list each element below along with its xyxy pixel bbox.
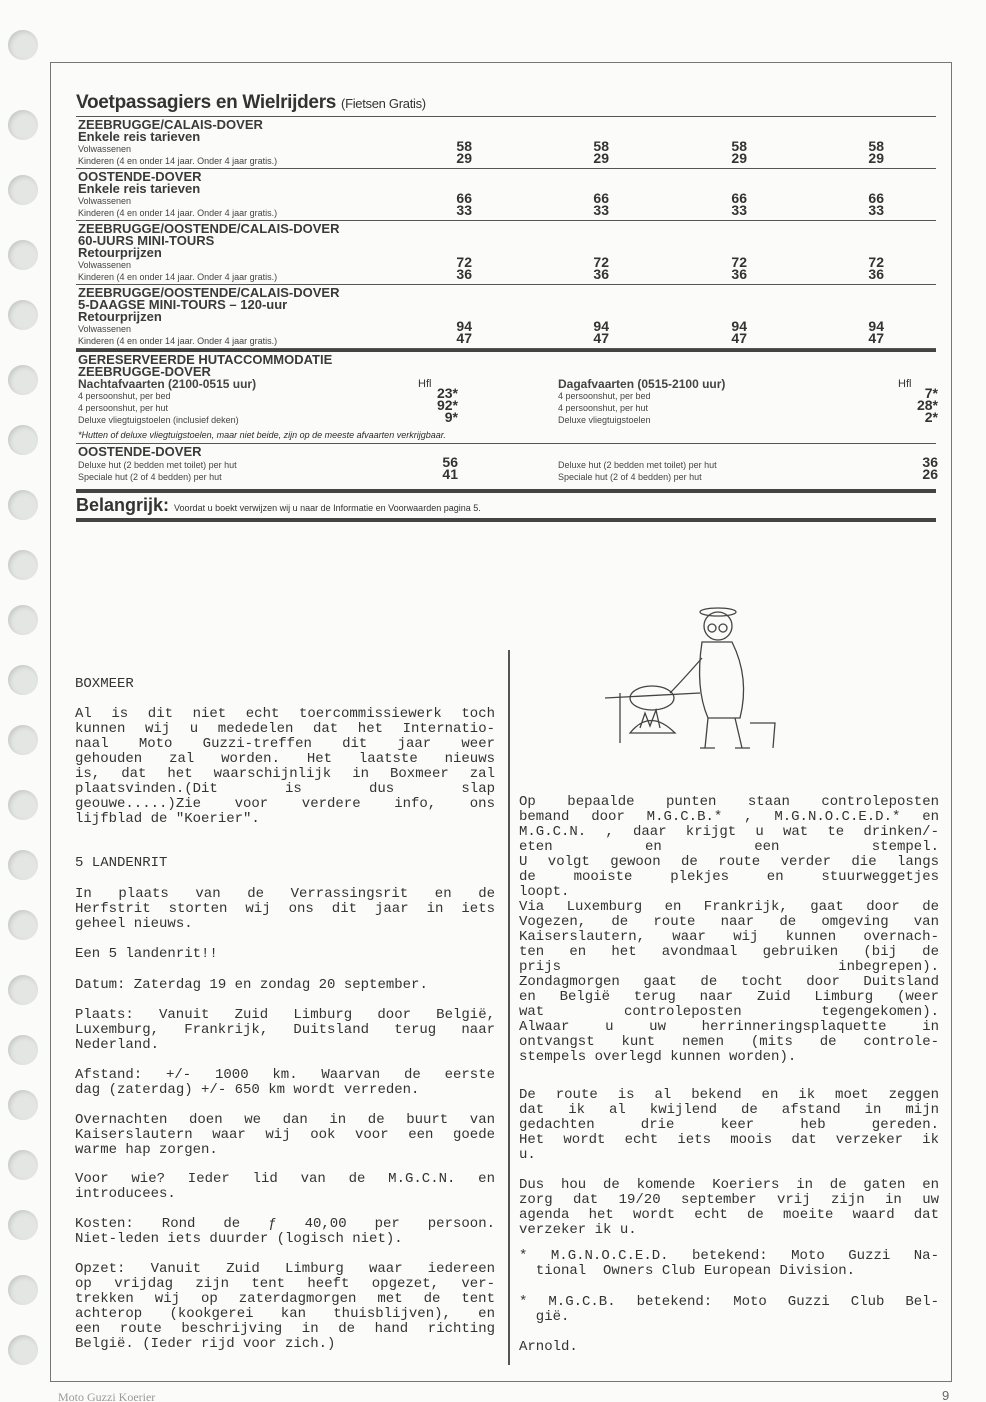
cabin-price: 23* <box>436 385 458 401</box>
fare-price: 66 <box>731 190 747 206</box>
text-line: zorg dat 19/20 september vrij zijn in uw <box>519 1193 939 1208</box>
fare-table <box>76 92 936 522</box>
text-line: M.G.C.N. , daar krijgt u wat te drinken/- <box>519 825 939 840</box>
text-line: Kaiserslautern waar wij ook voor een goede <box>75 1128 495 1143</box>
section-heading: Retourprijzen <box>78 245 162 260</box>
text-paragraph <box>75 1172 495 1202</box>
text-line: Nederland. <box>75 1038 160 1053</box>
fare-row <box>78 266 936 283</box>
text-line: Luxemburg, Frankrijk, Duitsland terug naar <box>75 1023 495 1038</box>
text-paragraph <box>75 1262 495 1352</box>
fare-price: 33 <box>868 202 884 218</box>
cabin-heading-2: ZEEBRUGGE-DOVER <box>78 364 211 379</box>
binder-hole-icon <box>8 1210 38 1240</box>
text-paragraph <box>75 1113 495 1158</box>
text-line: naal Moto Guzzi-treffen dit jaar weer <box>75 737 495 752</box>
section-heading: OOSTENDE-DOVER <box>78 169 202 184</box>
fare-label: Volwassenen <box>78 324 132 334</box>
fare-price: 47 <box>593 330 609 346</box>
text-paragraph <box>519 1340 939 1355</box>
oostende-right <box>558 454 978 483</box>
binder-hole-icon <box>8 550 38 580</box>
text-line: en België terug naar Zuid Limburg (weer <box>519 990 939 1005</box>
cabin-label: 4 persoonshut, per hut <box>78 403 169 413</box>
text-line: Overnachten doen we dan in de buurt van <box>75 1113 495 1128</box>
binder-hole-icon <box>8 665 38 695</box>
oostende-heading: OOSTENDE-DOVER <box>78 444 202 459</box>
cabin-label: Deluxe hut (2 bedden met toilet) per hut <box>558 460 717 470</box>
cabin-label: Deluxe vliegtuigstoelen (inclusief deken) <box>78 415 239 425</box>
text-line: verzeker ik u. <box>519 1223 637 1238</box>
cabin-label: Deluxe vliegtuigstoelen <box>558 415 651 425</box>
cabin-price: 28* <box>916 397 938 413</box>
binder-hole-icon <box>8 300 38 330</box>
fare-price: 47 <box>456 330 472 346</box>
text-line: Opzet: Vanuit Zuid Limburg waar iedereen <box>75 1262 495 1277</box>
cabin-price: 36 <box>922 454 938 470</box>
text-line: Arnold. <box>519 1340 578 1355</box>
sailing-title: Dagafvaarten (0515-2100 uur) <box>558 377 726 391</box>
text-paragraph <box>75 1217 495 1247</box>
cabin-label: Speciale hut (2 of 4 bedden) per hut <box>558 472 702 482</box>
fare-label: Kinderen (4 en onder 14 jaar. Onder 4 jaar gratis.) <box>78 156 278 166</box>
text-paragraph <box>519 795 939 1065</box>
fare-label: Kinderen (4 en onder 14 jaar. Onder 4 jaar gratis.) <box>78 208 278 218</box>
cabin-price: 7* <box>924 385 938 401</box>
binder-hole-icon <box>8 910 38 940</box>
text-line: Alwaar u uw herrinneringsplaquette in <box>519 1020 939 1035</box>
binder-hole-icon <box>8 1150 38 1180</box>
oostende-cabin-section <box>76 444 936 493</box>
binder-hole-icon <box>8 240 38 270</box>
binder-hole-icon <box>8 790 38 820</box>
fare-price: 94 <box>868 318 884 334</box>
important-label: Belangrijk: <box>76 495 170 515</box>
text-line: tional Owners Club European Division. <box>519 1264 856 1279</box>
fare-price: 47 <box>868 330 884 346</box>
fare-price: 36 <box>868 266 884 282</box>
cabin-row <box>78 466 498 483</box>
fare-row <box>78 138 936 155</box>
text-line: Een 5 landenrit!! <box>75 947 218 962</box>
text-line: trekken wij op zaterdagmorgen met de tent <box>75 1292 495 1307</box>
binder-hole-icon <box>8 1035 38 1065</box>
cabin-price: 9* <box>444 409 458 425</box>
fare-label: Volwassenen <box>78 260 132 270</box>
text-line: In plaats van de Verrassingsrit en de <box>75 887 495 902</box>
fare-label: Volwassenen <box>78 196 132 206</box>
text-line: prijs inbegrepen). <box>519 960 939 975</box>
text-line: gië. <box>519 1310 570 1325</box>
text-paragraph <box>75 707 495 827</box>
page-number: 9 <box>942 1388 950 1402</box>
fare-price: 36 <box>456 266 472 282</box>
cabin-row <box>78 409 498 426</box>
text-paragraph <box>75 856 495 871</box>
text-line: Vogezen, de route naar de omgeving van <box>519 915 939 930</box>
cabin-label: Deluxe hut (2 bedden met toilet) per hut <box>78 460 237 470</box>
important-text: Voordat u boekt verwijzen wij u naar de Informatie en Voorwaarden pagina 5. <box>174 503 481 513</box>
text-line: geheel nieuws. <box>75 917 193 932</box>
text-line: lijfblad de "Koerier". <box>75 812 260 827</box>
text-line: gedachten drie keer heb gereden. <box>519 1118 939 1133</box>
fare-price: 29 <box>731 150 747 166</box>
text-line: * M.G.C.B. betekend: Moto Guzzi Club Bel- <box>519 1295 939 1310</box>
fare-price: 36 <box>593 266 609 282</box>
binder-hole-icon <box>8 1275 38 1305</box>
text-line: Afstand: +/- 1000 km. Waarvan de eerste <box>75 1068 495 1083</box>
title-text: Voetpassagiers en Wielrijders <box>76 92 337 113</box>
text-line: dag (zaterdag) +/- 650 km wordt verreden. <box>75 1083 420 1098</box>
text-paragraph <box>75 1008 495 1053</box>
text-line: warme hap zorgen. <box>75 1143 218 1158</box>
title-suffix: (Fietsen Gratis) <box>341 96 426 111</box>
text-paragraph <box>519 1295 939 1325</box>
text-paragraph <box>519 1088 939 1163</box>
cabin-label: 4 persoonshut, per bed <box>78 391 171 401</box>
section-heading: ZEEBRUGGE/OOSTENDE/CALAIS-DOVER <box>78 221 340 236</box>
sailing-title: Nachtafvaarten (2100-0515 uur) <box>78 377 257 391</box>
cabin-heading-1: GERESERVEERDE HUTACCOMMODATIE <box>78 352 333 367</box>
fare-section <box>76 221 936 285</box>
text-line: ten en het avondmaal gebruiken (bij de <box>519 945 939 960</box>
text-line: Kaiserslautern, waar wij kunnen overnach- <box>519 930 939 945</box>
text-line: Zondagmorgen gaat de tocht door Duitsland <box>519 975 939 990</box>
fare-row <box>78 202 936 219</box>
day-sailings <box>558 378 978 426</box>
cabin-label: 4 persoonshut, per hut <box>558 403 649 413</box>
fare-price: 33 <box>456 202 472 218</box>
fare-price: 33 <box>593 202 609 218</box>
binder-hole-icon <box>8 850 38 880</box>
text-paragraph <box>75 978 495 993</box>
cabin-price: 2* <box>924 409 938 425</box>
fare-price: 33 <box>731 202 747 218</box>
text-line: achterop (kookgerei kan thuisblijven), en <box>75 1307 495 1322</box>
fare-sections <box>76 117 936 349</box>
text-paragraph <box>75 1068 495 1098</box>
fare-price: 47 <box>731 330 747 346</box>
fare-price: 72 <box>868 254 884 270</box>
text-line: wat controleposten tegengekomen). <box>519 1005 939 1020</box>
text-line: * M.G.N.O.C.E.D. betekend: Moto Guzzi Na- <box>519 1249 939 1264</box>
text-line: plaatsvinden.(Dit is dus slap <box>75 782 495 797</box>
section-heading: Enkele reis tarieven <box>78 129 201 144</box>
cartoon-man-roasting-chicken <box>590 598 790 768</box>
cabin-row <box>558 466 978 483</box>
text-line: Via Luxemburg en Frankrijk, gaat door de <box>519 900 939 915</box>
night-sailings <box>78 378 498 426</box>
fare-price: 58 <box>456 138 472 154</box>
currency-label: Hfl <box>418 378 432 390</box>
binder-hole-icon <box>8 110 38 140</box>
text-paragraph <box>75 677 495 692</box>
important-note <box>76 493 936 522</box>
cabin-label: 4 persoonshut, per bed <box>558 391 651 401</box>
cabin-section <box>76 349 936 444</box>
binder-hole-icon <box>8 725 38 755</box>
text-line: U volgt gewoon de route verder die langs <box>519 855 939 870</box>
text-line: 5 LANDENRIT <box>75 856 168 871</box>
fare-label: Kinderen (4 en onder 14 jaar. Onder 4 jaar gratis.) <box>78 336 278 346</box>
fare-price: 72 <box>593 254 609 270</box>
text-line: gehouden zal worden. Het laatste nieuws <box>75 752 495 767</box>
fare-price: 36 <box>731 266 747 282</box>
text-line: introducees. <box>75 1187 176 1202</box>
cabin-footnote: *Hutten of deluxe vliegtuigstoelen, maar niet beide, zijn op de meeste afvaarten verkrijgbaar. <box>78 430 446 440</box>
binder-hole-icon <box>8 365 38 395</box>
fare-price: 66 <box>456 190 472 206</box>
text-line: is, dat het waarschijnlijk in Boxmeer zal <box>75 767 495 782</box>
cabin-label: Speciale hut (2 of 4 bedden) per hut <box>78 472 222 482</box>
binder-hole-icon <box>8 1335 38 1365</box>
binder-hole-icon <box>8 605 38 635</box>
text-line: agenda het wordt echt de moeite waard dat <box>519 1208 939 1223</box>
cabin-row <box>558 409 978 426</box>
text-line: bemand door M.G.C.B.* , M.G.N.O.C.E.D.* en <box>519 810 939 825</box>
text-line: Dus hou de komende Koeriers in de gaten en <box>519 1178 939 1193</box>
text-line: een route beschrijving in de hand richting <box>75 1322 495 1337</box>
section-heading: Retourprijzen <box>78 309 162 324</box>
section-heading: ZEEBRUGGE/OOSTENDE/CALAIS-DOVER <box>78 285 340 300</box>
text-line: de mooiste plekjes en stuurweggetjes <box>519 870 939 885</box>
text-paragraph <box>519 1249 939 1279</box>
text-line: stempels overlegd kunnen worden). <box>519 1050 797 1065</box>
fare-price: 72 <box>456 254 472 270</box>
fare-label: Kinderen (4 en onder 14 jaar. Onder 4 jaar gratis.) <box>78 272 278 282</box>
fare-price: 66 <box>868 190 884 206</box>
fare-section <box>76 285 936 349</box>
text-line: Voor wie? Ieder lid van de M.G.C.N. en <box>75 1172 495 1187</box>
cabin-price: 56 <box>442 454 458 470</box>
text-line: kunnen wij u mededelen dat het Internatio- <box>75 722 495 737</box>
currency-label: Hfl <box>898 378 912 390</box>
section-heading: 5-DAAGSE MINI-TOURS – 120-uur <box>78 297 288 312</box>
text-line: Datum: Zaterdag 19 en zondag 20 september. <box>75 978 428 993</box>
fare-section <box>76 117 936 169</box>
binder-hole-icon <box>8 425 38 455</box>
cabin-price: 41 <box>442 466 458 482</box>
text-paragraph <box>75 887 495 932</box>
section-heading: 60-UURS MINI-TOURS <box>78 233 215 248</box>
cabin-price: 26 <box>922 466 938 482</box>
text-paragraph <box>519 1178 939 1238</box>
table-title <box>76 92 936 117</box>
binder-hole-icon <box>8 975 38 1005</box>
column-divider <box>508 650 510 1365</box>
text-line: Herfstrit storten wij ons dit jaar in iets <box>75 902 495 917</box>
text-line: De route is al bekend en ik moet zeggen <box>519 1088 939 1103</box>
binder-hole-icon <box>8 490 38 520</box>
text-line: Niet-leden iets duurder (logisch niet). <box>75 1232 403 1247</box>
text-line: Op bepaalde punten staan controleposten <box>519 795 939 810</box>
text-line: u. <box>519 1148 536 1163</box>
text-line: Kosten: Rond de ƒ 40,00 per persoon. <box>75 1217 495 1232</box>
fare-row <box>78 330 936 347</box>
oostende-left <box>78 454 498 483</box>
fare-price: 94 <box>593 318 609 334</box>
fare-price: 58 <box>868 138 884 154</box>
text-line: op vrijdag zijn tent heeft opgezet, ver- <box>75 1277 495 1292</box>
binder-hole-icon <box>8 1090 38 1120</box>
fare-price: 29 <box>456 150 472 166</box>
text-line: ontvangst kunt nemen (mits de controle- <box>519 1035 939 1050</box>
text-line: Het wordt echt iets moois dat verzeker ik <box>519 1133 939 1148</box>
text-line: Al is dit niet echt toercommissiewerk toch <box>75 707 495 722</box>
fare-section <box>76 169 936 221</box>
fare-price: 29 <box>593 150 609 166</box>
section-heading: Enkele reis tarieven <box>78 181 201 196</box>
fare-price: 29 <box>868 150 884 166</box>
text-paragraph <box>75 947 495 962</box>
section-heading: ZEEBRUGGE/CALAIS-DOVER <box>78 117 263 132</box>
fare-row <box>78 190 936 207</box>
fare-price: 94 <box>456 318 472 334</box>
fare-price: 58 <box>593 138 609 154</box>
footer-publication: Moto Guzzi Koerier <box>58 1390 156 1402</box>
fare-price: 66 <box>593 190 609 206</box>
fare-row <box>78 318 936 335</box>
fare-price: 58 <box>731 138 747 154</box>
fare-price: 72 <box>731 254 747 270</box>
text-line: geouwe.....)Zie voor verdere info, ons <box>75 797 495 812</box>
binder-hole-icon <box>8 175 38 205</box>
fare-row <box>78 254 936 271</box>
fare-price: 94 <box>731 318 747 334</box>
binder-hole-icon <box>8 30 38 60</box>
fare-label: Volwassenen <box>78 144 132 154</box>
cabin-price: 92* <box>436 397 458 413</box>
text-line: BOXMEER <box>75 677 134 692</box>
text-line: België. (Ieder rijd voor zich.) <box>75 1337 336 1352</box>
text-line: loopt. <box>519 885 570 900</box>
text-line: eten en een stempel. <box>519 840 939 855</box>
text-line: dat ik al kwijlend de afstand in mijn <box>519 1103 939 1118</box>
fare-row <box>78 150 936 167</box>
text-line: Plaats: Vanuit Zuid Limburg door België, <box>75 1008 495 1023</box>
